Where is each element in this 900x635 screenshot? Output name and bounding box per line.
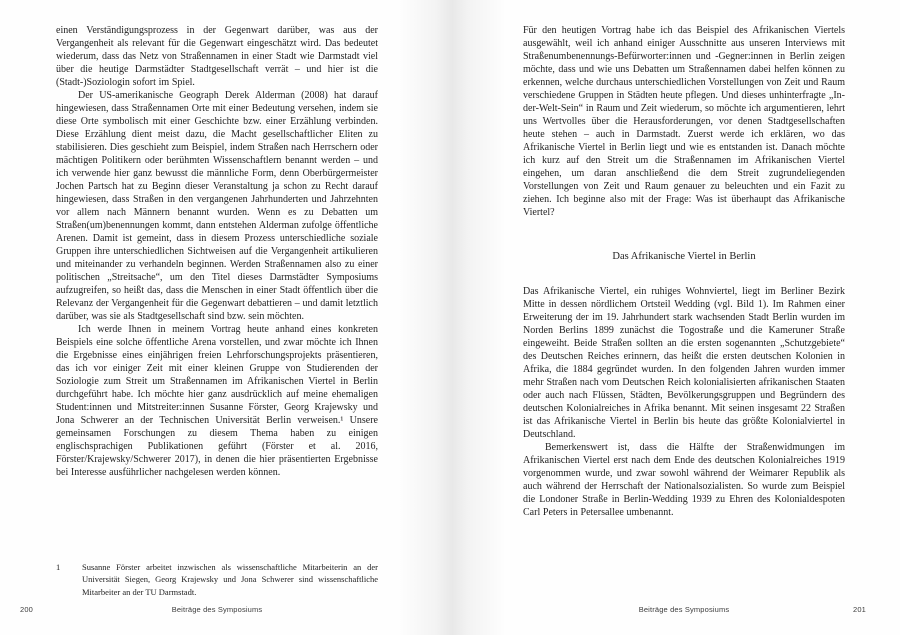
left-page-text-column: [56, 24, 378, 479]
paragraph: Das Afrikanische Viertel, ein ruhiges Wohnviertel, liegt im Berliner Bezirk Mitte in dessen nördlichem Ortsteil Wedding (vgl. Bild 1). Im Rahmen einer Erweiterung der im 19. Jahrhundert stark wachsenden Stadt Berlin wurden im Norden Berlins 1899 zunächst die Togostraße und die Kameruner Straße eingeweiht. Beide Straßen sollten an die ersten sogenannten „Schutzgebiete“ des Deutschen Reiches erinnern, das heißt die ersten deutschen Kolonien in Afrika, die 1884 gegründet wurden. In den folgenden Jahren wurden immer mehr Straßen nach vom Deutschen Reich kolonialisierten afrikanischen Staaten oder auch nach Flüssen, Städten, Bevölkerungsgruppen und Begründern des deutschen Kolonialreiches in Afrika benannt. Mit seinen insgesamt 22 Straßen ist das Afrikanische Viertel in Berlin bis heute das größte Kolonialviertel in Deutschland.: [523, 286, 845, 440]
paragraph: Ich werde Ihnen in meinem Vortrag heute anhand eines konkreten Beispiels eine solche öffentliche Arena vorstellen, und zwar möchte ich Ihnen die Ergebnisse eines einjährigen freien Lehrforschungsprojekts präsentieren, das ich vor einiger Zeit mit einer kleinen Gruppe von Studierenden der Soziologie zum Streit um Straßennamen im Afrikanischen Viertel in Berlin durchgeführt habe. Ich möchte hier ganz ausdrücklich auf meine ehemaligen Student:innen und Mitstreiter:innen Susanne Förster, Georg Krajewsky und Jona Schwerer an der Technischen Universität Berlin verweisen.¹ Unsere gemeinsamen Forschungen zu diesem Thema haben zu einigen englischsprachigen Publikationen geführt (Förster et al. 2016, Förster/Krajewsky/Schwerer 2017), in denen die hier präsentierten Ergebnisse bei Interesse ausführlicher nachgelesen werden können.: [56, 324, 378, 478]
left-running-title: Beiträge des Symposiums: [171, 605, 263, 614]
footnote-number: 1: [56, 562, 61, 572]
footnote: [56, 561, 378, 598]
paragraph: Für den heutigen Vortrag habe ich das Beispiel des Afrikanischen Viertels ausgewählt, weil ich anhand einiger Ausschnitte aus unseren Interviews mit Straßenumbenennungs-Befürworter:innen und -Gegner:innen in Berlin zeigen möchte, dass und wie uns Debatten um Straßennamen dabei helfen können zu erkennen, welche durchaus unterschiedlichen Vorstellungen von Zeit und Raum verschiedene Gruppen in Städten heute pflegen. Und dieses unhinterfragte „In-der-Welt-Sein“ in Raum und Zeit wiederum, so möchte ich argumentieren, lehrt uns Wertvolles über die Herausforderungen, vor denen Stadtgesellschaften heute stehen – auch in Darmstadt. Zuerst werde ich erklären, wo das Afrikanische Viertel in Berlin liegt und wie es entstanden ist. Danach möchte ich kurz auf den Streit um die Straßennamen im Afrikanischen Viertel eingehen, um daran anschließend die dem Streit zugrundeliegenden Vorstellungen von Zeit und Raum genauer zu beleuchten und ein Fazit zu ziehen. Ich beginne also mit der Frage: Was ist überhaupt das Afrikanische Viertel?: [523, 25, 845, 218]
page-gutter-shadow: [398, 0, 506, 635]
section-heading: Das Afrikanische Viertel in Berlin: [612, 251, 756, 262]
right-page-text-column: [523, 24, 845, 519]
footnote-text: Susanne Förster arbeitet inzwischen als wissenschaftliche Mitarbeiterin an der Universität Siegen, Georg Krajewsky und Jona Schwerer sind wissenschaftliche Mitarbeiter an der TU Darmstadt.: [82, 562, 378, 597]
paragraph: einen Verständigungsprozess in der Gegenwart darüber, was aus der Vergangenheit als relevant für die Gegenwart eingeschätzt wird. Das bedeutet wiederum, dass das Netz von Straßennamen in einer Stadt wie Darmstadt viel über die heutige Darmstädter Stadtgesellschaft verrät – und hier ist die (Stadt-)Soziologin sofort im Spiel.: [56, 25, 378, 88]
paragraph: Der US-amerikanische Geograph Derek Alderman (2008) hat darauf hingewiesen, dass Straßennamen Orte mit einer Bedeutung versehen, indem sie diese Orte symbolisch mit einer Geschichte bzw. einer Erzählung verbinden. Diese Erzählung dient meist dazu, die Macht gesellschaftlicher Eliten zu stabilisieren. Dies geschieht zum Beispiel, indem Straßen nach Herrschern oder mächtigen Politikern oder berühmten Wissenschaftlern benannt werden – und ich verwende hier ganz bewusst die männliche Form, denn Oberbürgermeister Jochen Partsch hat zu Beginn dieser Veranstaltung ja schon zu Recht darauf hingewiesen, dass Straßen in den vergangenen Jahrhunderten und Jahrzehnten vor allem nach Männern benannt wurden. Wenn es zu Debatten um Straßen(um)benennungen kommt, dann entstehen Alderman zufolge öffentliche Arenen. Damit ist gemeint, dass in diesem Prozess unterschiedliche soziale Gruppen ihre unterschiedlichen Sichtweisen auf die Vergangenheit artikulieren und miteinander zu verhandeln beginnen. Werden Straßennamen also zu einer politischen „Streitsache“, um den Titel dieses Darmstädter Symposiums aufzugreifen, so heißt das, dass die Menschen in einer Stadt öffentlich über die Relevanz der Vergangenheit für die Gegenwart debattieren – und damit letztlich darüber, was sie als Stadtgesellschaft sind bzw. sein möchten.: [56, 90, 378, 322]
paragraph: Bemerkenswert ist, dass die Hälfte der Straßenwidmungen im Afrikanischen Viertel erst nach dem Ende des deutschen Kolonialreiches 1919 vorgenommen wurde, und zwar sowohl während der Weimarer Republik als auch während der Herrschaft der Nationalsozialisten. So wurde zum Beispiel die Londoner Straße in Berlin-Wedding 1939 zu Ehren des Kolonialdespoten Carl Peters in Petersallee umbenannt.: [523, 442, 845, 518]
left-page-number: 200: [20, 605, 33, 614]
right-running-title: Beiträge des Symposiums: [638, 605, 730, 614]
right-page-number: 201: [853, 605, 866, 614]
